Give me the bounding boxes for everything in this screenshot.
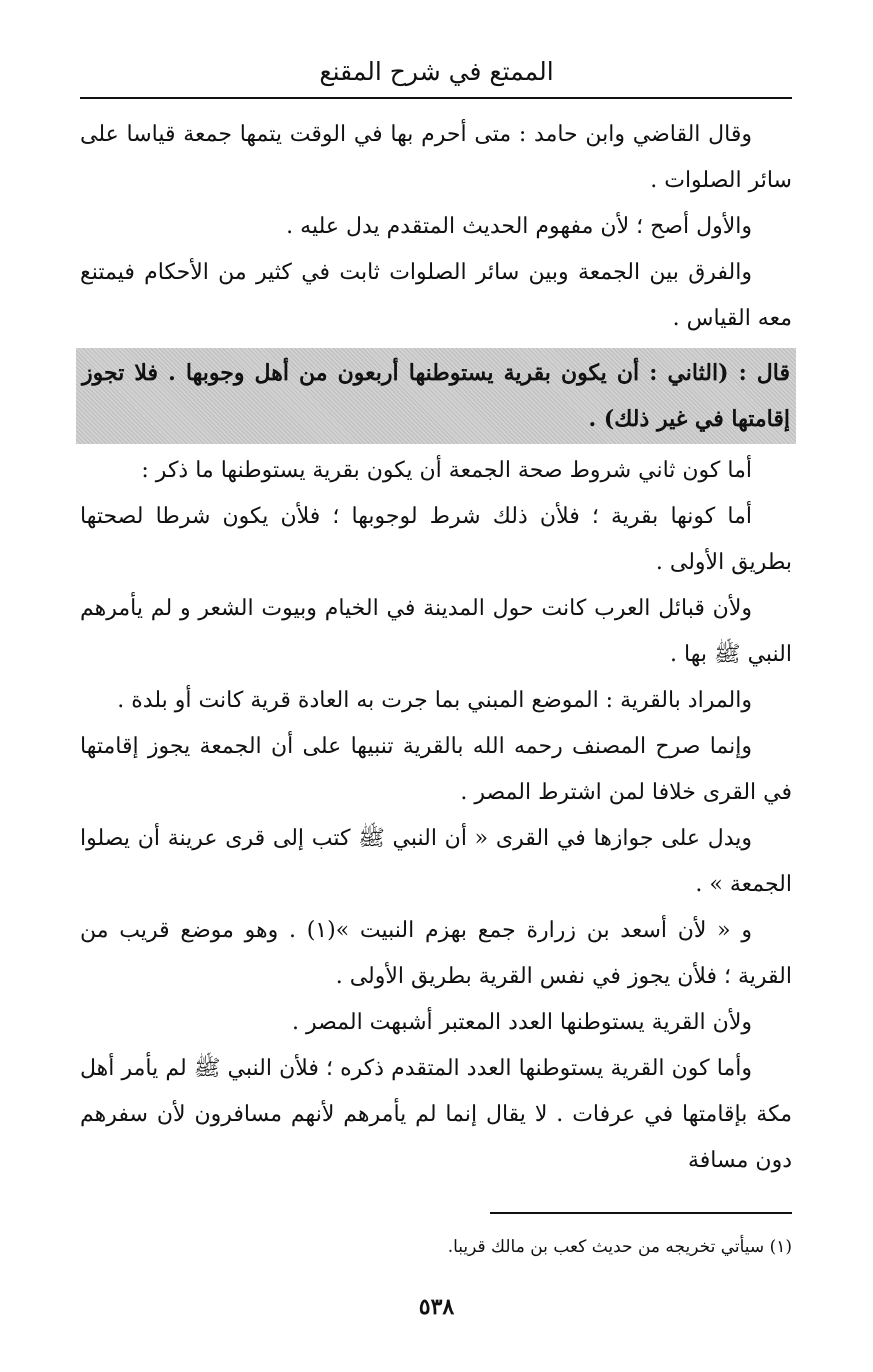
- paragraph: أما كونها بقرية ؛ فلأن ذلك شرط لوجوبها ؛ فلأن يكون شرطا لصحتها بطريق الأولى .: [80, 504, 792, 575]
- paragraph: ولأن القرية يستوطنها العدد المعتبر أشبهت المصر .: [291, 1010, 752, 1035]
- paragraph: أما كون ثاني شروط صحة الجمعة أن يكون بقرية يستوطنها ما ذكر :: [141, 458, 752, 483]
- body-text: [80, 112, 792, 1184]
- paragraph: و « لأن أسعد بن زرارة جمع بهزم النبيت »(١) . وهو موضع قريب من القرية ؛ فلأن يجوز في نفس القرية بطريق الأولى .: [80, 918, 792, 989]
- paragraph: وأما كون القرية يستوطنها العدد المتقدم ذكره ؛ فلأن النبي ﷺ لم يأمر أهل مكة بإقامتها في عرفات . لا يقال إنما لم يأمرهم لأنهم مسافرون لأن سفرهم دون مسافة: [80, 1056, 792, 1173]
- running-header-title: الممتع في شرح المقنع: [319, 57, 554, 86]
- matn-highlight-block: قال : (الثاني : أن يكون بقرية يستوطنها أربعون من أهل وجوبها . فلا تجوز إقامتها في غير ذلك) .: [76, 348, 796, 444]
- paragraph: والأول أصح ؛ لأن مفهوم الحديث المتقدم يدل عليه .: [286, 214, 752, 239]
- paragraph: وإنما صرح المصنف رحمه الله بالقرية تنبيها على أن الجمعة يجوز إقامتها في القرى خلافا لمن اشترط المصر .: [80, 734, 792, 805]
- footnote: (١) سيأتي تخريجه من حديث كعب بن مالك قريبا.: [447, 1237, 792, 1257]
- paragraph: ويدل على جوازها في القرى « أن النبي ﷺ كتب إلى قرى عرينة أن يصلوا الجمعة » .: [80, 826, 792, 897]
- paragraph: والفرق بين الجمعة وبين سائر الصلوات ثابت في كثير من الأحكام فيمتنع معه القياس .: [80, 260, 792, 331]
- paragraph: ولأن قبائل العرب كانت حول المدينة في الخيام وبيوت الشعر و لم يأمرهم النبي ﷺ بها .: [80, 596, 792, 667]
- header-divider: [80, 97, 792, 99]
- paragraph: وقال القاضي وابن حامد : متى أحرم بها في الوقت يتمها جمعة قياسا على سائر الصلوات .: [80, 122, 792, 193]
- footnote-divider: [490, 1212, 792, 1214]
- page-number: ٥٣٨: [418, 1294, 455, 1320]
- paragraph: والمراد بالقرية : الموضع المبني بما جرت به العادة قرية كانت أو بلدة .: [117, 688, 752, 713]
